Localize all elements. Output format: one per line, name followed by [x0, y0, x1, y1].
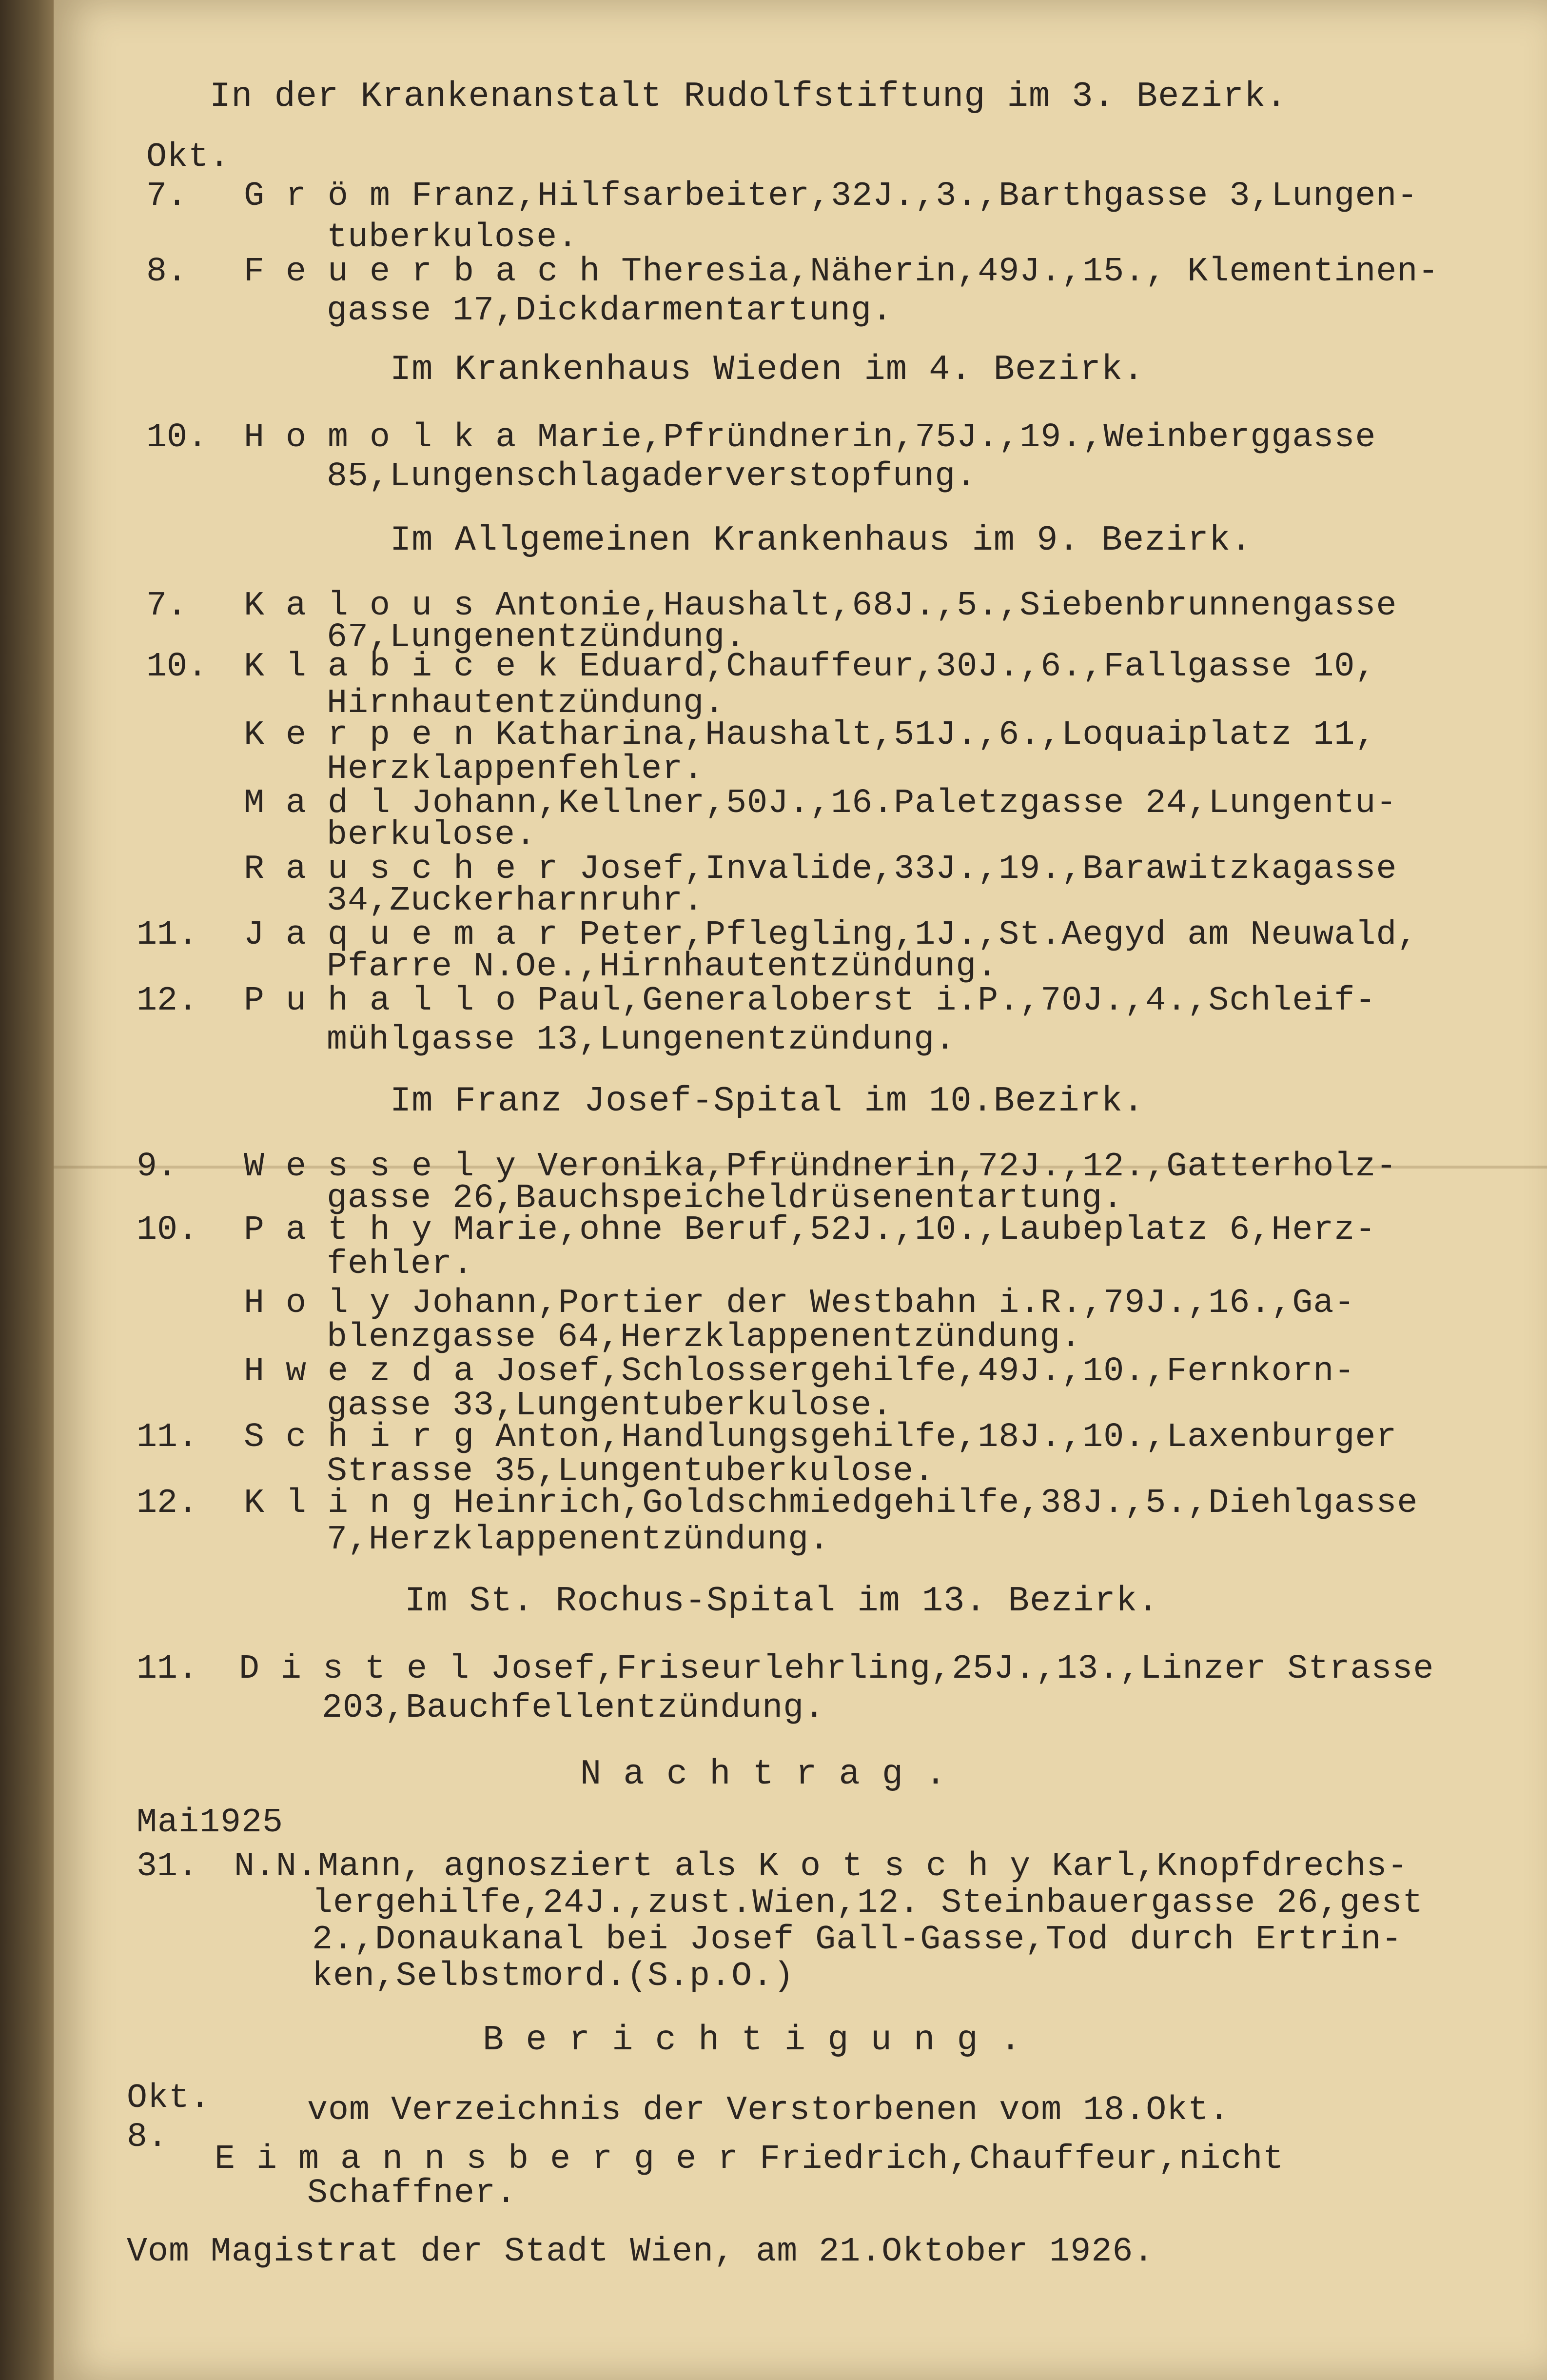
entry-line: S c h i r g Anton,Handlungsgehilfe,18J.,10.,Laxenburger	[244, 1418, 1397, 1457]
entry-line: gasse 33,Lungentuberkulose.	[327, 1387, 893, 1425]
entry-day: 8.	[146, 253, 188, 291]
entry-line: 203,Bauchfellentzündung.	[322, 1689, 825, 1727]
entry-line: H o m o l k a Marie,Pfründnerin,75J.,19.,Weinberggasse	[244, 418, 1376, 457]
berichtigung-intro: vom Verzeichnis der Verstorbenen vom 18.Okt.	[307, 2091, 1230, 2130]
entry-line: blenzgasse 64,Herzklappenentzündung.	[327, 1318, 1082, 1357]
nachtrag-line: 2.,Donaukanal bei Josef Gall-Gasse,Tod durch Ertrin-	[312, 1921, 1403, 1959]
entry-line: H o l y Johann,Portier der Westbahn i.R.,79J.,16.,Ga-	[244, 1284, 1355, 1323]
nachtrag-line: N.N.Mann, agnosziert als K o t s c h y Karl,Knopfdrechs-	[234, 1847, 1409, 1886]
entry-line: berkulose.	[327, 816, 537, 854]
nachtrag-line: lergehilfe,24J.,zust.Wien,12. Steinbauergasse 26,gest	[312, 1884, 1424, 1923]
section-heading: Im Allgemeinen Krankenhaus im 9. Bezirk.	[390, 520, 1253, 560]
section-heading: Im Krankenhaus Wieden im 4. Bezirk.	[390, 350, 1145, 390]
entry-line: K l i n g Heinrich,Goldschmiedgehilfe,38J.,5.,Diehlgasse	[244, 1484, 1418, 1523]
nachtrag-day: 31.	[137, 1847, 198, 1886]
section-heading: Im St. Rochus-Spital im 13. Bezirk.	[405, 1581, 1159, 1621]
entry-line: 7,Herzklappenentzündung.	[327, 1521, 830, 1559]
berichtigung-line: E i m a n n s b e r g e r Friedrich,Chauffeur,nicht	[215, 2140, 1284, 2179]
entry-day: 11.	[137, 1418, 198, 1457]
entry-line: P u h a l l o Paul,Generaloberst i.P.,70J.,4.,Schleif-	[244, 982, 1376, 1020]
entry-line: K l a b i c e k Eduard,Chauffeur,30J.,6.,Fallgasse 10,	[244, 648, 1376, 686]
entry-line: J a q u e m a r Peter,Pflegling,1J.,St.Aegyd am Neuwald,	[244, 916, 1418, 954]
entry-day: 11.	[137, 916, 198, 954]
entry-line: gasse 17,Dickdarmentartung.	[327, 292, 893, 330]
entry-line: Strasse 35,Lungentuberkulose.	[327, 1452, 935, 1491]
main-heading: In der Krankenanstalt Rudolfstiftung im 3. Bezirk.	[210, 77, 1288, 117]
entry-line: F e u e r b a c h Theresia,Näherin,49J.,15., Klementinen-	[244, 253, 1439, 291]
nachtrag-month: Mai1925	[137, 1804, 284, 1842]
entry-line: M a d l Johann,Kellner,50J.,16.Paletzgasse 24,Lungentu-	[244, 784, 1397, 823]
entry-line: Pfarre N.Oe.,Hirnhautentzündung.	[327, 948, 998, 986]
entry-day: 7.	[146, 587, 188, 625]
entry-line: D i s t e l Josef,Friseurlehrling,25J.,13.,Linzer Strasse	[239, 1650, 1434, 1688]
berichtigung-heading: B e r i c h t i g u n g .	[483, 2020, 1022, 2060]
entry-line: P a t h y Marie,ohne Beruf,52J.,10.,Laubeplatz 6,Herz-	[244, 1211, 1376, 1250]
entry-line: Hirnhautentzündung.	[327, 684, 725, 723]
entry-line: 67,Lungenentzündung.	[327, 618, 746, 657]
entry-line: K a l o u s Antonie,Haushalt,68J.,5.,Siebenbrunnengasse	[244, 587, 1397, 625]
entry-day: 12.	[137, 1484, 198, 1523]
entry-line: H w e z d a Josef,Schlossergehilfe,49J.,10.,Fernkorn-	[244, 1352, 1355, 1391]
entry-line: 34,Zuckerharnruhr.	[327, 882, 705, 920]
entry-line: W e s s e l y Veronika,Pfründnerin,72J.,12.,Gatterholz-	[244, 1148, 1397, 1186]
entry-line: Herzklappenfehler.	[327, 750, 705, 789]
nachtrag-heading: N a c h t r a g .	[580, 1754, 947, 1794]
entry-line: fehler.	[327, 1245, 474, 1284]
nachtrag-line: ken,Selbstmord.(S.p.O.)	[312, 1957, 795, 1996]
section-heading: Im Franz Josef-Spital im 10.Bezirk.	[390, 1081, 1145, 1121]
entry-line: K e r p e n Katharina,Haushalt,51J.,6.,Loquaiplatz 11,	[244, 716, 1376, 754]
entry-day: 11.	[137, 1650, 198, 1688]
berichtigung-day: 8.	[127, 2118, 168, 2157]
berichtigung-month: Okt.	[127, 2079, 211, 2118]
footer-signature: Vom Magistrat der Stadt Wien, am 21.Oktober 1926.	[127, 2233, 1155, 2271]
entry-line: G r ö m Franz,Hilfsarbeiter,32J.,3.,Barthgasse 3,Lungen-	[244, 177, 1418, 216]
entry-day: 12.	[137, 982, 198, 1020]
entry-line: mühlgasse 13,Lungenentzündung.	[327, 1021, 956, 1059]
entry-line: 85,Lungenschlagaderverstopfung.	[327, 457, 977, 496]
book-binding	[0, 0, 54, 2380]
entry-line: gasse 26,Bauchspeicheldrüsenentartung.	[327, 1179, 1124, 1218]
entry-day: 10.	[146, 418, 208, 457]
month-label: Okt.	[146, 138, 231, 177]
entry-day: 10.	[137, 1211, 198, 1250]
entry-line: R a u s c h e r Josef,Invalide,33J.,19.,Barawitzkagasse	[244, 850, 1397, 889]
entry-line: tuberkulose.	[327, 218, 579, 257]
entry-day: 7.	[146, 177, 188, 216]
entry-day: 10.	[146, 648, 208, 686]
entry-day: 9.	[137, 1148, 178, 1186]
berichtigung-line: Schaffner.	[307, 2174, 517, 2213]
